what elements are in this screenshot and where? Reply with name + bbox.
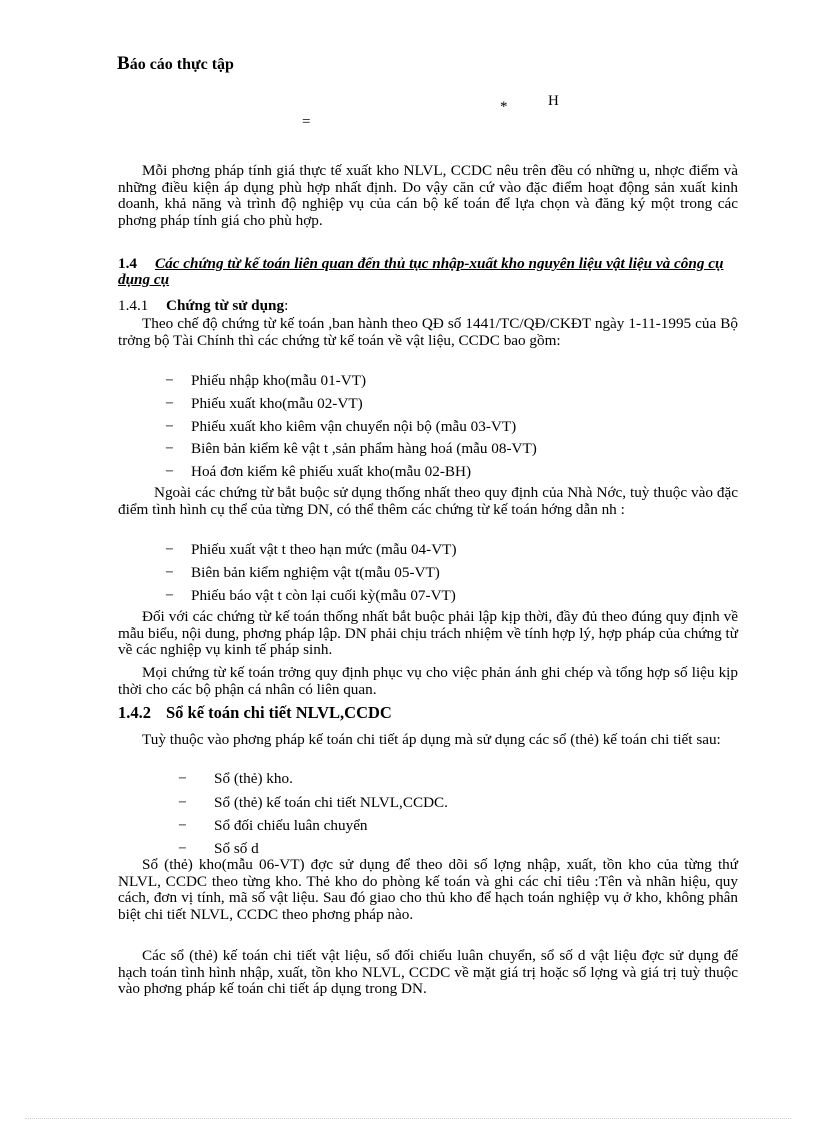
list-item: − Phiếu xuất kho kiêm vận chuyển nội bộ (mẫu 03-VT)	[165, 418, 517, 435]
section-1-4-2-heading	[118, 705, 392, 721]
paragraph-moi-chung-tu: Mọi chứng từ kế toán trởng quy định phục vụ cho việc phản ánh ghi chép và tổng hợp số liệu kịp thời cho các bộ phận cá nhân có liên quan.	[118, 664, 738, 698]
list-item: − Sổ đối chiếu luân chuyển	[178, 817, 368, 834]
header-text: áo cáo thực tập	[129, 56, 234, 73]
paragraph-intro: Mỗi phơng pháp tính giá thực tế xuất kho NLVL, CCDC nêu trên đều có những u, nhợc điểm và những điều kiện áp dụng phù hợp nhất định. Do vậy căn cứ vào đặc điểm hoạt động sản xuất kinh doanh, khả năng và trình độ nghiệp vụ của cán bộ kế toán để lựa chọn và đăng ký một trong các phơng pháp tính giá cho phù hợp.	[118, 162, 738, 229]
section-1-4-1-title: Chứng từ sử dụng	[166, 297, 285, 314]
paragraph-tuy-thuoc: Tuỳ thuộc vào phơng pháp kế toán chi tiết áp dụng mà sử dụng các sổ (thẻ) kế toán chi tiết sau:	[142, 731, 721, 748]
list-item: − Phiếu nhập kho(mẫu 01-VT)	[165, 372, 367, 389]
list-item: − Sổ số d	[178, 840, 259, 857]
page-header	[117, 53, 234, 75]
section-1-4-2-title: Sổ kế toán chi tiết NLVL,CCDC	[166, 703, 392, 722]
section-1-4-number: 1.4	[118, 255, 137, 272]
paragraph-chung-tu: Theo chế độ chứng từ kế toán ,ban hành theo QĐ số 1441/TC/QĐ/CKĐT ngày 1-11-1995 của Bộ trởng bộ Tài Chính thì các chứng từ kế toán về vật liệu, CCDC bao gồm:	[118, 315, 738, 349]
page-bottom-divider	[25, 1118, 791, 1119]
list-item: − Phiếu xuất vật t theo hạn mức (mẫu 04-VT)	[165, 541, 457, 558]
paragraph-ngoai: Ngoài các chứng từ bắt buộc sử dụng thống nhất theo quy định của Nhà Nớc, tuỳ thuộc vào đặc điểm tình hình cụ thể của từng DN, có thể thêm các chứng từ kế toán hớng dẫn nh :	[118, 484, 738, 518]
section-1-4-2-number: 1.4.2	[118, 703, 151, 722]
formula-star: *	[500, 99, 508, 115]
section-1-4-1-colon: :	[284, 297, 289, 314]
list-item: − Sổ (thẻ) kế toán chi tiết NLVL,CCDC.	[178, 794, 448, 811]
list-item: − Hoá đơn kiểm kê phiếu xuất kho(mẫu 02-BH)	[165, 463, 472, 480]
list-item: − Sổ (thẻ) kho.	[178, 770, 293, 787]
section-1-4-title: Các chứng từ kế toán liên quan đến thủ tục nhập-xuất kho nguyên liệu vật liệu và công cụ dụng cụ	[118, 255, 724, 288]
section-1-4-1-number: 1.4.1	[118, 297, 149, 314]
list-item: − Biên bản kiểm kê vật t ,sản phẩm hàng hoá (mẫu 08-VT)	[165, 440, 537, 457]
formula-equals: =	[302, 114, 311, 130]
paragraph-so-the-kho: Sổ (thẻ) kho(mẫu 06-VT) đợc sử dụng để theo dõi số lợng nhập, xuất, tồn kho của từng thứ NLVL, CCDC theo từng kho. Thẻ kho do phòng kế toán và ghi các chỉ tiêu :Tên và nhãn hiệu, quy cách, đơn vị tính, mã số vật liệu. Sau đó giao cho thủ kho để hạch toán nghiệp vụ ở kho, không phân biệt chi tiết NLVL, CCDC theo phơng pháp nào.	[118, 856, 738, 923]
list-item: − Phiếu xuất kho(mẫu 02-VT)	[165, 395, 363, 412]
paragraph-doi-voi: Đối với các chứng từ kế toán thống nhất bắt buộc phải lập kịp thời, đầy đủ theo đúng quy định về mẫu biểu, nội dung, phơng pháp lập. DN phải chịu trách nhiệm về tính hợp lý, hợp pháp của chứng từ về các nghiệp vụ kinh tế pháp sinh.	[118, 608, 738, 658]
list-item: − Phiếu báo vật t còn lại cuối kỳ(mẫu 07-VT)	[165, 587, 456, 604]
header-initial: B	[117, 53, 130, 74]
section-1-4-1-heading	[118, 298, 288, 314]
paragraph-cac-so: Các sổ (thẻ) kế toán chi tiết vật liệu, sổ đối chiếu luân chuyển, sổ số d vật liệu đợc sử dụng để hạch toán tình hình nhập, xuất, tồn kho NLVL, CCDC về mặt giá trị hoặc số lợng và giá trị tuỳ thuộc vào phơng pháp kế toán chi tiết áp dụng trong DN.	[118, 947, 738, 997]
list-item: − Biên bản kiểm nghiệm vật t(mẫu 05-VT)	[165, 564, 440, 581]
section-1-4-heading	[118, 256, 742, 288]
formula-h: H	[548, 93, 559, 109]
